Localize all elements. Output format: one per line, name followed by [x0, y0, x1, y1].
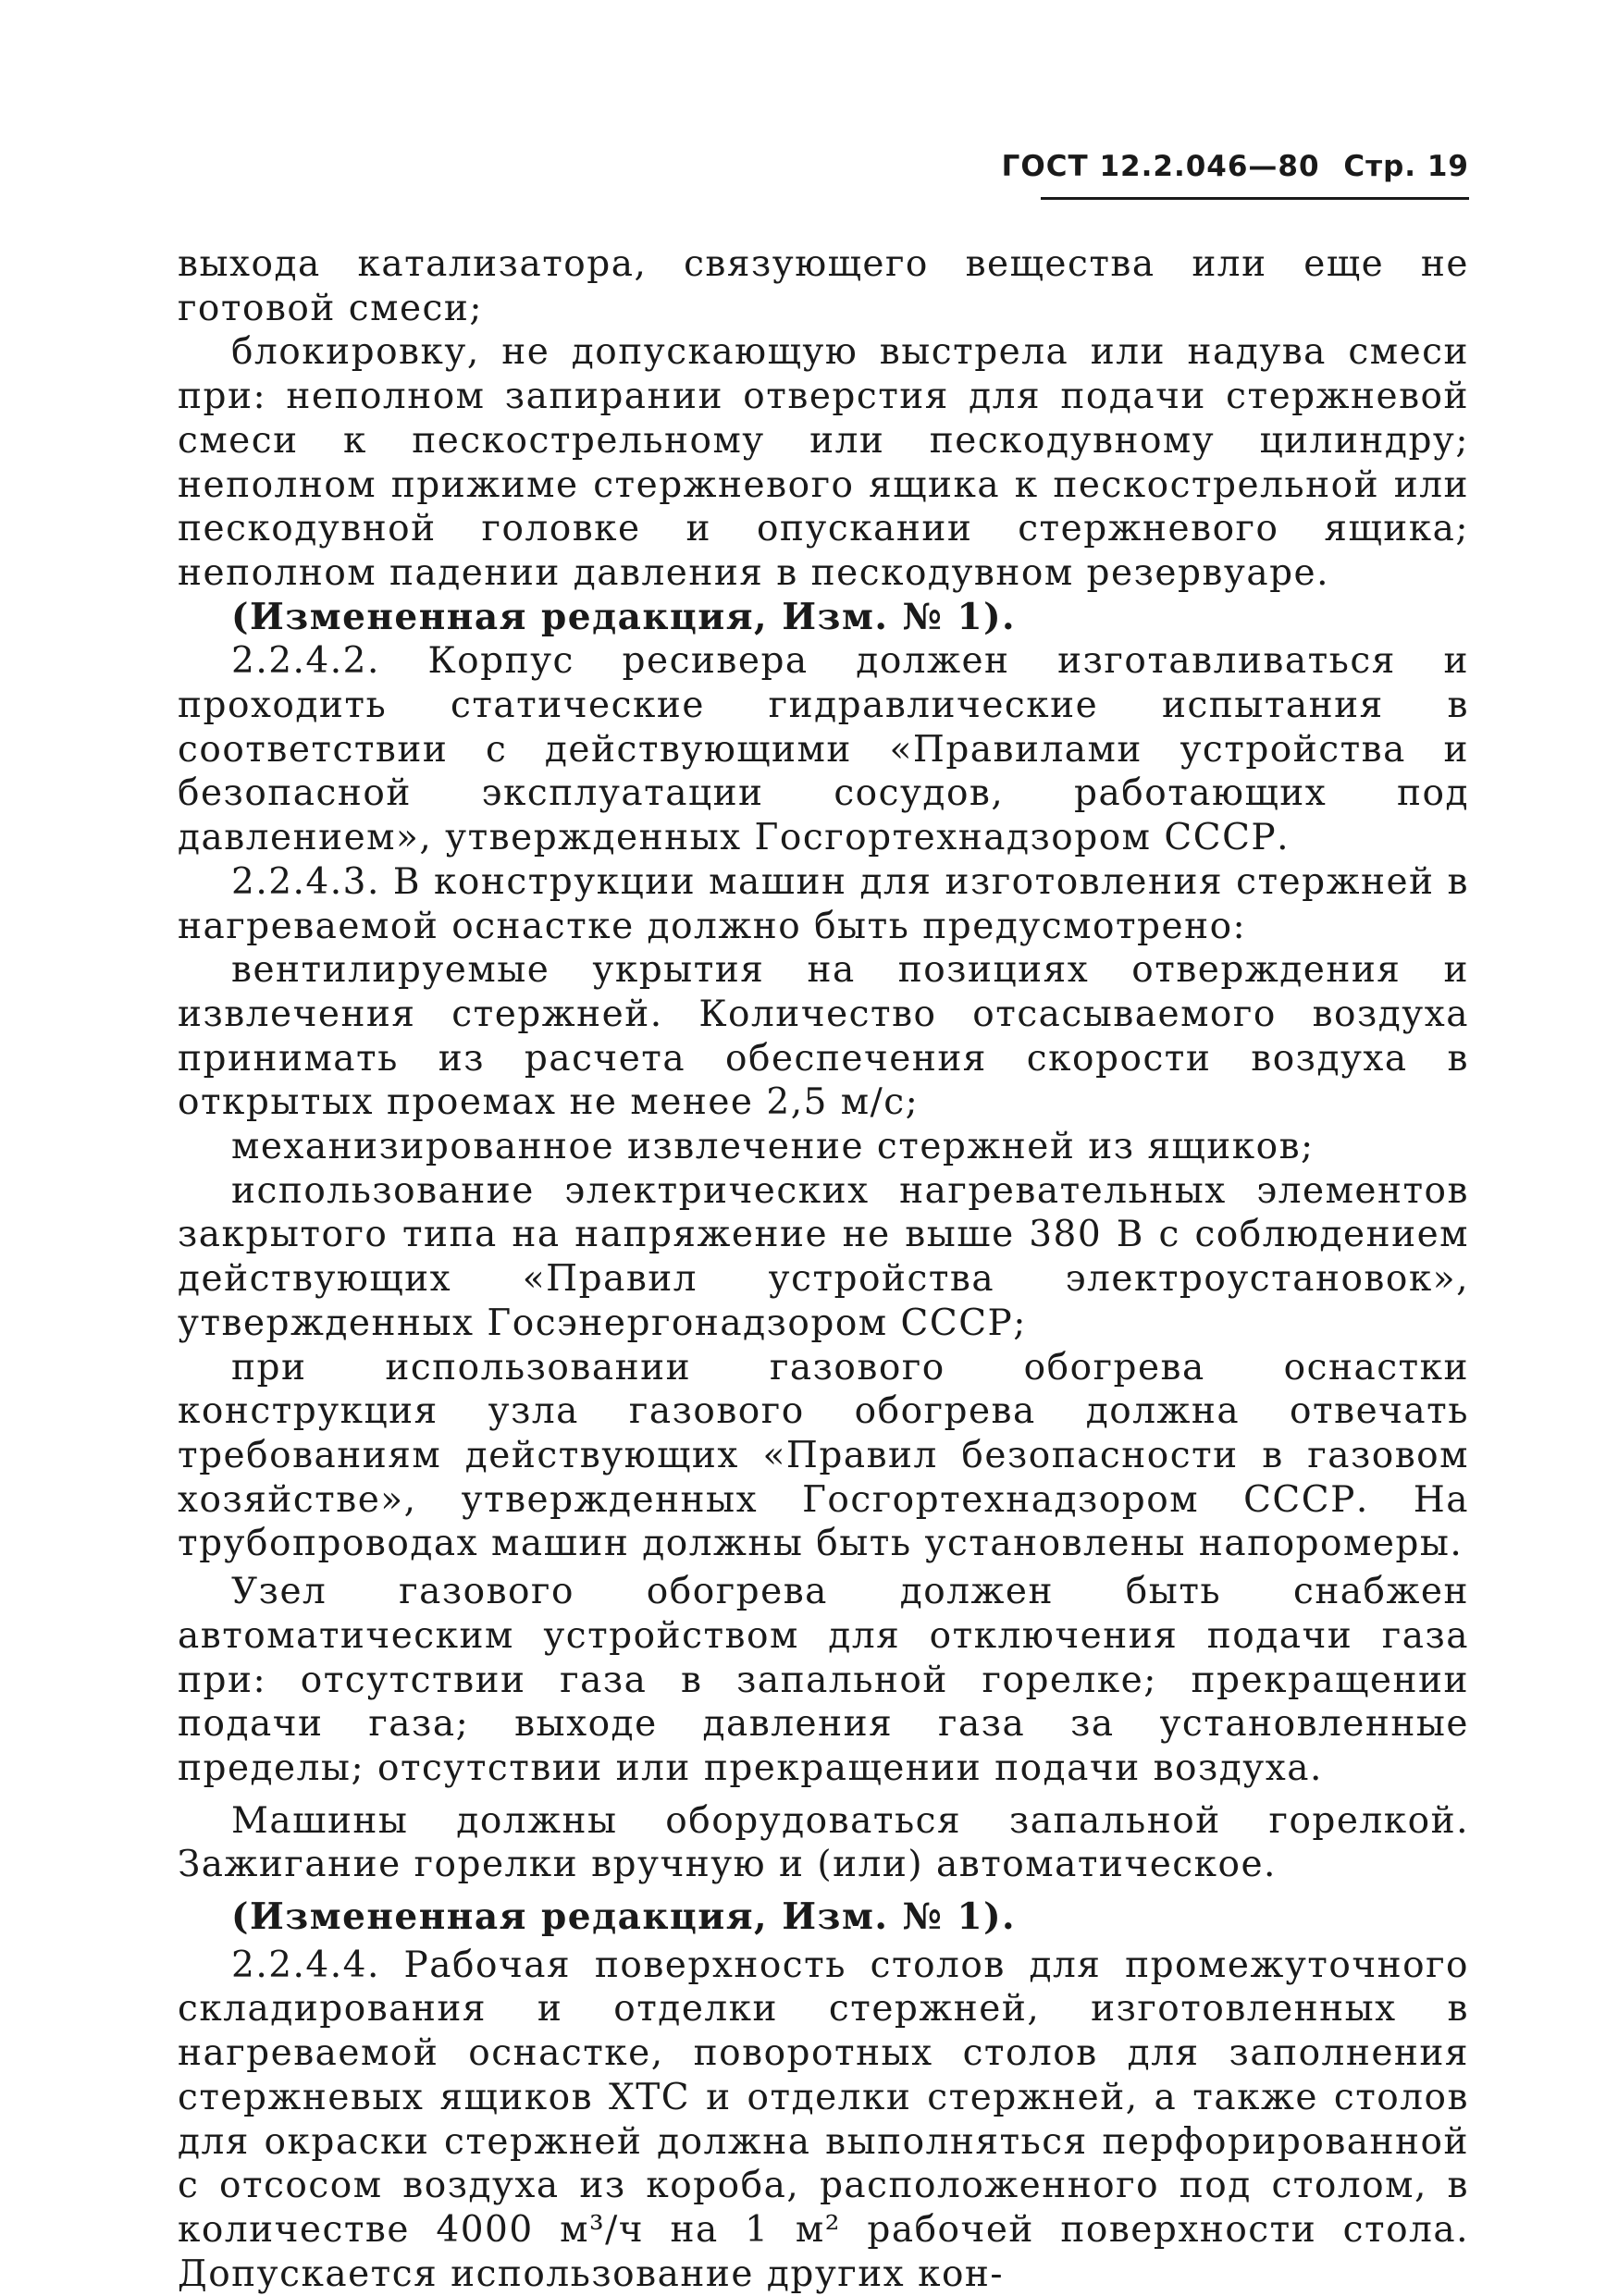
list-item: использование электрических нагревательных элементов закрытого типа на напряжение не выше 380 В с соблюдением действующих «Правил устройства электроустановок», утвержденных Госэнергонадзором СССР; [178, 1169, 1469, 1344]
clause-2-2-4-2: 2.2.4.2. Корпус ресивера должен изготавливаться и проходить статические гидравлические испытания в соответствии с действующими «Правилами устройства и безопасной эксплуатации сосудов, работающих под давлением», утвержденных Госгортехнадзором СССР. [178, 640, 1469, 859]
paragraph: блокировку, не допускающую выстрела или надува смеси при: неполном запирании отверстия для подачи стержневой смеси к пескострельному или пескодувному цилиндру; неполном прижиме стержневого ящика к пескострельной или пескодувной головке и опускании стержневого ящика; неполном падении давления в пескодувном резервуаре. [178, 331, 1469, 594]
clause-2-2-4-3: 2.2.4.3. В конструкции машин для изготовления стержней в нагреваемой оснастке должно быть предусмотрено: [178, 860, 1469, 947]
amendment-note: (Измененная редакция, Изм. № 1). [231, 595, 1017, 638]
paragraph: выхода катализатора, связующего вещества или еще не готовой смеси; [178, 243, 1469, 329]
paragraph: Узел газового обогрева должен быть снабжен автоматическим устройством для отключения подачи газа при: отсутствии газа в запальной горелке; прекращении подачи газа; выходе давления газа за установленные пределы; отсутствии или прекращении подачи воздуха. [178, 1571, 1469, 1789]
list-item: вентилируемые укрытия на позициях отверждения и извлечения стержней. Количество отсасываемого воздуха принимать из расчета обеспечения скорости воздуха в открытых проемах не менее 2,5 м/с; [178, 949, 1469, 1124]
clause-2-2-4-4: 2.2.4.4. Рабочая поверхность столов для промежуточного складирования и отделки стержней, изготовленных в нагреваемой оснастке, поворотных столов для заполнения стержневых ящиков ХТС и отделки стержней, а также столов для окраски стержней должна выполняться перфорированной с отсосом воздуха из короба, расположенного под столом, в количестве 4000 м³/ч на 1 м² рабочей поверхности стола. Допускается использование других кон- [178, 1944, 1469, 2295]
body-text [178, 242, 1469, 2296]
amendment-note: (Измененная редакция, Изм. № 1). [231, 1895, 1017, 1939]
header-rule [1041, 197, 1469, 200]
page-number: Стр. 19 [1343, 150, 1469, 183]
page-header [1002, 150, 1469, 183]
list-item: при использовании газового обогрева оснастки конструкция узла газового обогрева должна отвечать требованиям действующих «Правил безопасности в газовом хозяйстве», утвержденных Госгортехнадзором СССР. На трубопроводах машин должны быть установлены напоромеры. [178, 1346, 1469, 1565]
standard-number: ГОСТ 12.2.046—80 [1001, 150, 1320, 183]
list-item: механизированное извлечение стержней из ящиков; [231, 1126, 1315, 1168]
paragraph: Машины должны оборудоваться запальной горелкой. Зажигание горелки вручную и (или) автоматическое. [178, 1799, 1469, 1886]
